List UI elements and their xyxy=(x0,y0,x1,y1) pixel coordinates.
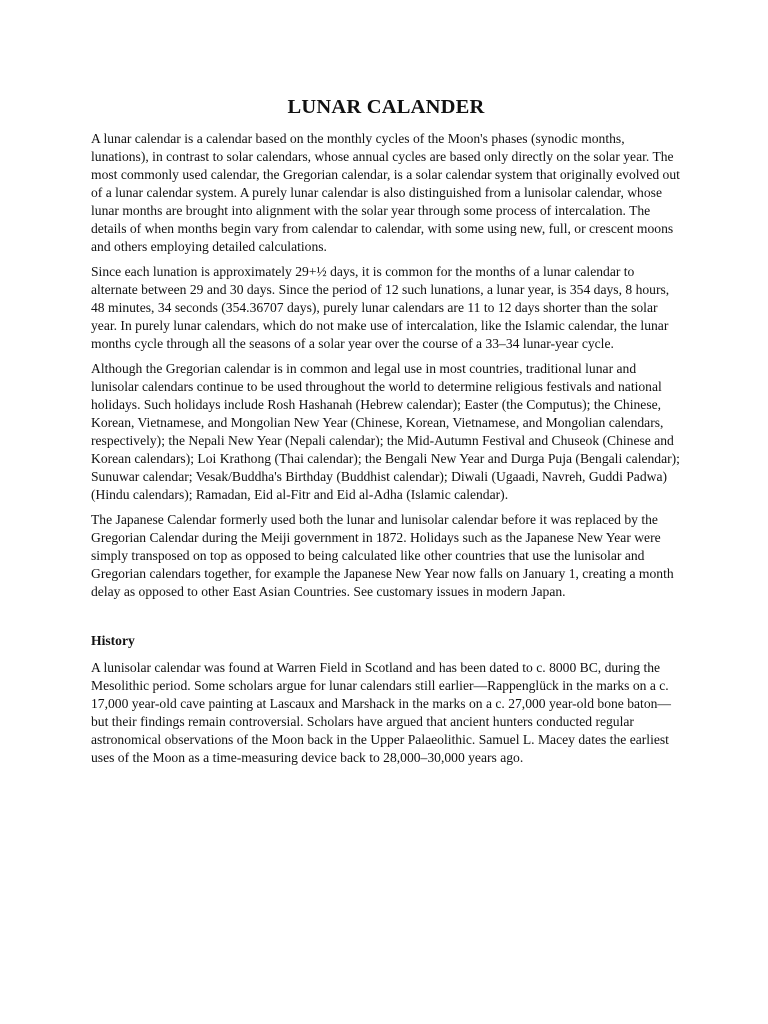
document-title: LUNAR CALANDER xyxy=(287,96,485,118)
paragraph-japanese-calendar: The Japanese Calendar formerly used both the lunar and lunisolar calendar before it was replaced by the Gregorian Calendar during the Meiji government in 1872. Holidays such as the Japanese New Year were simply transposed on top as opposed to being calculated like other countries that use the lunisolar and Gregorian calendars together, for example the Japanese New Year now falls on January 1, creating a month delay as opposed to other East Asian Countries. See customary issues in modern Japan. xyxy=(91,512,674,599)
paragraph-intro: A lunar calendar is a calendar based on the monthly cycles of the Moon's phases (synodic months, lunations), in contrast to solar calendars, whose annual cycles are based only directly on the solar year. The most commonly used calendar, the Gregorian calendar, is a solar calendar system that originally evolved out of a lunar calendar system. A purely lunar calendar is also distinguished from a lunisolar calendar, whose lunar months are brought into alignment with the solar year through some process of intercalation. The details of when months begin vary from calendar to calendar, with some using new, full, or crescent moons and others employing detailed calculations. xyxy=(91,131,680,254)
document-page xyxy=(91,92,681,774)
history-heading: History xyxy=(91,633,135,648)
paragraph-lunation: Since each lunation is approximately 29+½ days, it is common for the months of a lunar calendar to alternate between 29 and 30 days. Since the period of 12 such lunations, a lunar year, is 354 days, 8 hours, 48 minutes, 34 seconds (354.36707 days), purely lunar calendars are 11 to 12 days shorter than the solar year. In purely lunar calendars, which do not make use of intercalation, like the Islamic calendar, the lunar months cycle through all the seasons of a solar year over the course of a 33–34 lunar-year cycle. xyxy=(91,264,670,351)
paragraph-holidays: Although the Gregorian calendar is in common and legal use in most countries, traditional lunar and lunisolar calendars continue to be used throughout the world to determine religious festivals and national holidays. Such holidays include Rosh Hashanah (Hebrew calendar); Easter (the Computus); the Chinese, Korean, Vietnamese, and Mongolian New Year (Chinese, Korean, Vietnamese, and Mongolian calendars, respectively); the Nepali New Year (Nepali calendar); the Mid-Autumn Festival and Chuseok (Chinese and Korean calendars); Loi Krathong (Thai calendar); the Bengali New Year and Durga Puja (Bengali calendar); Sunuwar calendar; Vesak/Buddha's Birthday (Buddhist calendar); Diwali (Ugaadi, Navreh, Guddi Padwa) (Hindu calendars); Ramadan, Eid al-Fitr and Eid al-Adha (Islamic calendar). xyxy=(91,361,680,502)
paragraph-history: A lunisolar calendar was found at Warren Field in Scotland and has been dated to c. 8000 BC, during the Mesolithic period. Some scholars argue for lunar calendars still earlier—Rappenglück in the marks on a c. 17,000 year-old cave painting at Lascaux and Marshack in the marks on a c. 27,000 year-old bone baton—but their findings remain controversial. Scholars have argued that ancient hunters conducted regular astronomical observations of the Moon back in the Upper Palaeolithic. Samuel L. Macey dates the earliest uses of the Moon as a time-measuring device back to 28,000–30,000 years ago. xyxy=(91,660,672,765)
